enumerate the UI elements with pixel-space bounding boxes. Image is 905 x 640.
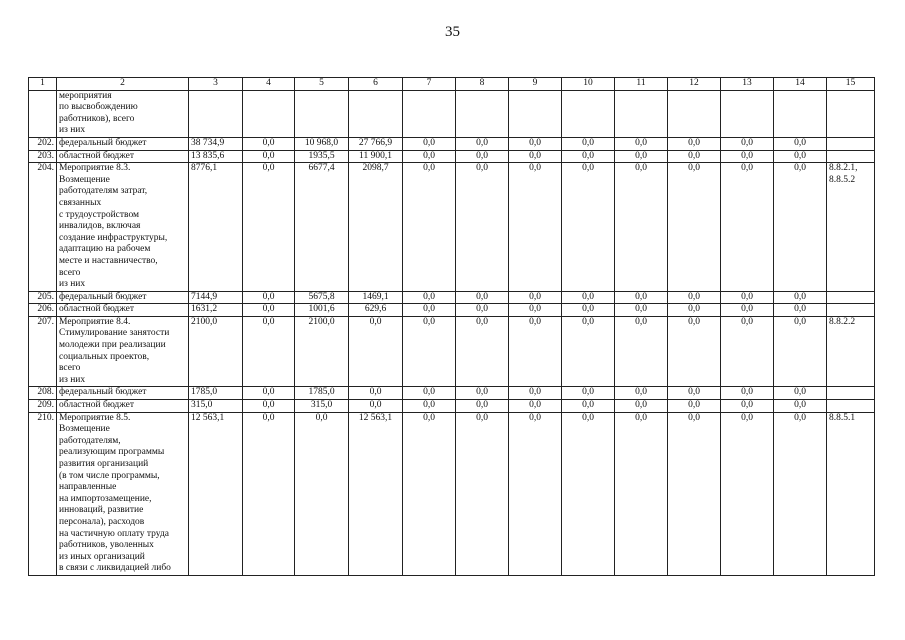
value-cell: 0,0 (721, 412, 774, 575)
row-title (57, 316, 189, 387)
value-cell: 0,0 (721, 137, 774, 150)
value-cell: 12 563,1 (189, 412, 243, 575)
value-cell: 0,0 (562, 163, 615, 292)
code-cell (827, 387, 875, 400)
title-line: работников), всего (59, 113, 135, 124)
value-cell: 0,0 (243, 137, 295, 150)
value-cell: 0,0 (721, 400, 774, 413)
value-cell: 0,0 (774, 150, 827, 163)
row-number: 209. (29, 400, 57, 413)
title-line: развития организаций (59, 459, 149, 469)
value-cell: 0,0 (721, 387, 774, 400)
row-title (57, 163, 189, 292)
table-row (29, 304, 875, 317)
table-row (29, 90, 875, 137)
table-row (29, 316, 875, 387)
value-cell: 0,0 (562, 412, 615, 575)
value-cell: 27 766,9 (349, 137, 403, 150)
title-line: областной бюджет (59, 400, 135, 411)
title-line: Мероприятие 8.4. (59, 316, 131, 327)
value-cell: 0,0 (668, 150, 721, 163)
title-line: адаптацию на рабочем (59, 244, 151, 255)
header-row (29, 78, 875, 91)
title-line: Стимулирование занятости (59, 328, 170, 339)
value-cell: 0,0 (668, 163, 721, 292)
title-line: работодателям затрат, (59, 186, 148, 197)
value-cell: 0,0 (243, 400, 295, 413)
value-cell: 0,0 (668, 412, 721, 575)
code-cell (827, 304, 875, 317)
value-cell: 0,0 (403, 137, 456, 150)
value-cell: 0,0 (774, 304, 827, 317)
row-number: 207. (29, 316, 57, 387)
title-line: из иных организаций (59, 551, 145, 562)
value-cell: 0,0 (721, 291, 774, 304)
value-cell (562, 90, 615, 137)
column-header: 2 (57, 78, 189, 91)
value-cell: 38 734,9 (189, 137, 243, 150)
value-cell: 0,0 (668, 137, 721, 150)
value-cell (243, 90, 295, 137)
title-line: на частичную оплату труда (59, 528, 169, 539)
value-cell: 0,0 (403, 400, 456, 413)
row-number: 205. (29, 291, 57, 304)
value-cell: 0,0 (668, 400, 721, 413)
value-cell: 0,0 (721, 150, 774, 163)
value-cell: 0,0 (403, 150, 456, 163)
value-cell: 0,0 (615, 387, 668, 400)
row-title (57, 150, 189, 163)
row-title (57, 90, 189, 137)
row-title (57, 400, 189, 413)
title-line: социальных проектов, (59, 351, 150, 362)
title-line: областной бюджет (59, 150, 135, 161)
value-cell: 0,0 (243, 291, 295, 304)
title-line: федеральный бюджет (59, 291, 147, 302)
value-cell (774, 90, 827, 137)
value-cell (295, 90, 349, 137)
value-cell: 1935,5 (295, 150, 349, 163)
value-cell: 0,0 (774, 163, 827, 292)
code-cell (827, 163, 875, 292)
title-line: инноваций, развитие (59, 505, 144, 516)
title-line: из них (59, 374, 86, 385)
table-row (29, 163, 875, 292)
column-header: 9 (509, 78, 562, 91)
value-cell: 10 968,0 (295, 137, 349, 150)
value-cell: 0,0 (615, 316, 668, 387)
value-cell: 315,0 (295, 400, 349, 413)
value-cell: 0,0 (295, 412, 349, 575)
title-line: федеральный бюджет (59, 387, 147, 398)
value-cell: 0,0 (509, 412, 562, 575)
value-cell: 0,0 (615, 150, 668, 163)
value-cell: 1001,6 (295, 304, 349, 317)
title-line: всего (59, 363, 81, 374)
value-cell: 0,0 (243, 412, 295, 575)
code-cell (827, 150, 875, 163)
title-line: из них (59, 279, 86, 290)
row-title (57, 137, 189, 150)
value-cell (615, 90, 668, 137)
value-cell: 0,0 (668, 291, 721, 304)
title-line: с трудоустройством (59, 209, 140, 220)
column-header: 13 (721, 78, 774, 91)
value-cell: 0,0 (615, 163, 668, 292)
title-line: Мероприятие 8.3. (59, 163, 131, 174)
value-cell: 0,0 (243, 304, 295, 317)
column-header: 15 (827, 78, 875, 91)
code-cell (827, 400, 875, 413)
value-cell: 0,0 (456, 291, 509, 304)
value-cell: 0,0 (403, 291, 456, 304)
column-header: 6 (349, 78, 403, 91)
value-cell: 0,0 (349, 387, 403, 400)
value-cell: 0,0 (562, 304, 615, 317)
title-line: инвалидов, включая (59, 221, 141, 232)
value-cell: 0,0 (562, 400, 615, 413)
value-cell: 0,0 (403, 163, 456, 292)
title-line: Мероприятие 8.5. (59, 412, 131, 423)
column-header: 11 (615, 78, 668, 91)
title-line: молодежи при реализации (59, 340, 166, 351)
row-title (57, 387, 189, 400)
code-cell (827, 316, 875, 387)
value-cell (349, 90, 403, 137)
title-line: мероприятия (59, 90, 112, 101)
value-cell: 0,0 (615, 412, 668, 575)
value-cell: 315,0 (189, 400, 243, 413)
code-cell (827, 412, 875, 575)
page-number: 35 (445, 24, 460, 40)
row-number: 210. (29, 412, 57, 575)
value-cell: 11 900,1 (349, 150, 403, 163)
title-line: в связи с ликвидацией либо (59, 563, 171, 574)
value-cell: 629,6 (349, 304, 403, 317)
value-cell: 13 835,6 (189, 150, 243, 163)
title-line: месте и наставничество, (59, 255, 158, 266)
value-cell: 0,0 (774, 387, 827, 400)
value-cell: 0,0 (243, 316, 295, 387)
value-cell: 0,0 (509, 150, 562, 163)
value-cell: 0,0 (562, 316, 615, 387)
column-header: 12 (668, 78, 721, 91)
row-number: 202. (29, 137, 57, 150)
title-line: персонала), расходов (59, 516, 145, 527)
value-cell (189, 90, 243, 137)
value-cell: 0,0 (456, 387, 509, 400)
title-line: Возмещение (59, 174, 110, 185)
value-cell: 2100,0 (295, 316, 349, 387)
table-row (29, 400, 875, 413)
title-line: направленные (59, 482, 117, 493)
table-row (29, 150, 875, 163)
value-cell: 1785,0 (189, 387, 243, 400)
value-cell: 0,0 (774, 400, 827, 413)
value-cell: 6677,4 (295, 163, 349, 292)
value-cell: 1469,1 (349, 291, 403, 304)
value-cell (721, 90, 774, 137)
value-cell: 0,0 (349, 400, 403, 413)
value-cell: 0,0 (509, 137, 562, 150)
value-cell: 0,0 (456, 412, 509, 575)
title-line: работодателям, (59, 435, 121, 446)
title-line: из них (59, 125, 86, 136)
code-line: 8.8.5.1 (829, 412, 856, 423)
value-cell: 12 563,1 (349, 412, 403, 575)
table-row (29, 291, 875, 304)
value-cell: 0,0 (243, 150, 295, 163)
value-cell: 0,0 (456, 163, 509, 292)
row-title (57, 304, 189, 317)
value-cell: 0,0 (774, 291, 827, 304)
column-header: 5 (295, 78, 349, 91)
title-line: по высвобождению (59, 102, 138, 113)
row-title (57, 412, 189, 575)
value-cell: 1631,2 (189, 304, 243, 317)
value-cell: 0,0 (562, 387, 615, 400)
value-cell: 2100,0 (189, 316, 243, 387)
value-cell: 0,0 (668, 316, 721, 387)
column-header: 14 (774, 78, 827, 91)
value-cell: 0,0 (243, 163, 295, 292)
code-cell (827, 291, 875, 304)
title-line: связанных (59, 197, 102, 208)
value-cell: 0,0 (456, 400, 509, 413)
value-cell: 0,0 (509, 163, 562, 292)
title-line: всего (59, 267, 81, 278)
column-header: 1 (29, 78, 57, 91)
row-title (57, 291, 189, 304)
value-cell: 0,0 (721, 163, 774, 292)
title-line: создание инфраструктуры, (59, 232, 168, 243)
value-cell: 0,0 (615, 291, 668, 304)
value-cell: 0,0 (774, 137, 827, 150)
value-cell: 0,0 (509, 400, 562, 413)
value-cell: 0,0 (721, 316, 774, 387)
value-cell (403, 90, 456, 137)
value-cell: 0,0 (509, 316, 562, 387)
table-row (29, 412, 875, 575)
value-cell: 8776,1 (189, 163, 243, 292)
value-cell: 0,0 (349, 316, 403, 387)
column-header: 4 (243, 78, 295, 91)
row-number: 204. (29, 163, 57, 292)
value-cell: 7144,9 (189, 291, 243, 304)
value-cell: 0,0 (615, 400, 668, 413)
value-cell: 0,0 (668, 387, 721, 400)
value-cell: 0,0 (456, 137, 509, 150)
column-header: 10 (562, 78, 615, 91)
code-line: 8.8.2.1, (829, 163, 858, 174)
table-row (29, 137, 875, 150)
value-cell: 5675,8 (295, 291, 349, 304)
value-cell: 0,0 (615, 304, 668, 317)
column-header: 3 (189, 78, 243, 91)
value-cell (456, 90, 509, 137)
value-cell: 1785,0 (295, 387, 349, 400)
title-line: (в том числе программы, (59, 470, 160, 481)
row-number (29, 90, 57, 137)
value-cell: 0,0 (456, 304, 509, 317)
value-cell: 0,0 (562, 291, 615, 304)
value-cell: 0,0 (615, 137, 668, 150)
title-line: реализующим программы (59, 447, 165, 458)
value-cell: 0,0 (562, 137, 615, 150)
code-line: 8.8.2.2 (829, 316, 856, 327)
code-cell (827, 90, 875, 137)
table-row (29, 387, 875, 400)
title-line: работников, уволенных (59, 540, 154, 551)
column-header: 8 (456, 78, 509, 91)
value-cell: 0,0 (668, 304, 721, 317)
value-cell: 0,0 (562, 150, 615, 163)
value-cell: 0,0 (774, 412, 827, 575)
value-cell: 0,0 (456, 150, 509, 163)
value-cell: 0,0 (403, 387, 456, 400)
row-number: 206. (29, 304, 57, 317)
title-line: Возмещение (59, 424, 110, 435)
value-cell (509, 90, 562, 137)
value-cell: 0,0 (456, 316, 509, 387)
value-cell: 0,0 (509, 387, 562, 400)
value-cell: 0,0 (403, 316, 456, 387)
code-line: 8.8.5.2 (829, 174, 856, 185)
value-cell: 0,0 (721, 304, 774, 317)
budget-table (28, 77, 875, 576)
code-cell (827, 137, 875, 150)
value-cell (668, 90, 721, 137)
value-cell: 0,0 (774, 316, 827, 387)
value-cell: 2098,7 (349, 163, 403, 292)
column-header: 7 (403, 78, 456, 91)
title-line: на импортозамещение, (59, 493, 152, 504)
title-line: федеральный бюджет (59, 137, 147, 148)
value-cell: 0,0 (403, 412, 456, 575)
row-number: 203. (29, 150, 57, 163)
value-cell: 0,0 (243, 387, 295, 400)
row-number: 208. (29, 387, 57, 400)
title-line: областной бюджет (59, 304, 135, 315)
value-cell: 0,0 (403, 304, 456, 317)
value-cell: 0,0 (509, 291, 562, 304)
value-cell: 0,0 (509, 304, 562, 317)
